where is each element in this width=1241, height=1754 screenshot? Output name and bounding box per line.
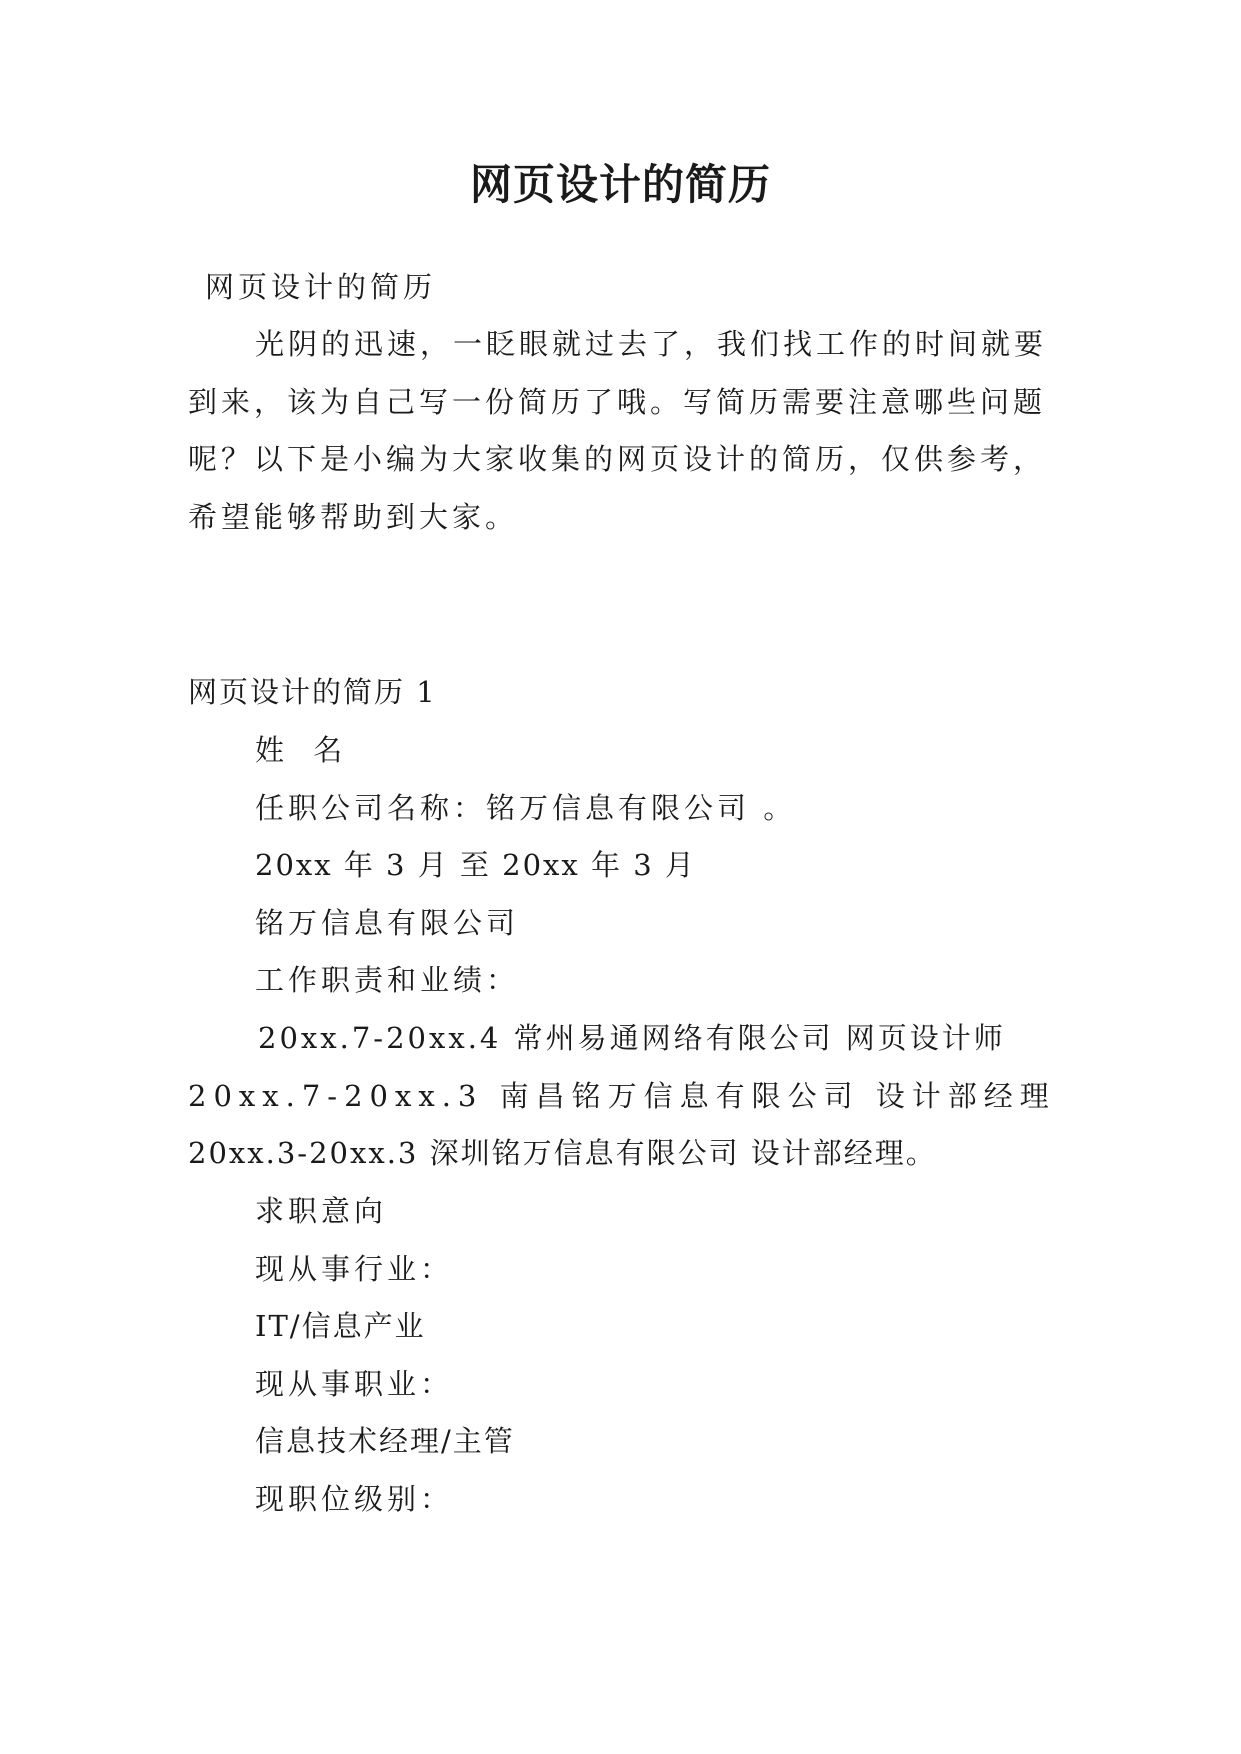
intro-line-4: 希望能够帮助到大家。 [188, 500, 519, 534]
intro-line-3: 呢？以下是小编为大家收集的网页设计的简历，仅供参考， [188, 442, 1047, 476]
company-name-line: 任职公司名称：铭万信息有限公司 。 [255, 791, 797, 825]
section-heading: 网页设计的简历 1 [188, 675, 437, 709]
intro-line-2: 到来，该为自己写一份简历了哦。写简历需要注意哪些问题 [188, 385, 1047, 419]
period-line: 20xx 年 3 月 至 20xx 年 3 月 [255, 848, 696, 882]
occupation-value: 信息技术经理/主管 [255, 1424, 515, 1458]
industry-label: 现从事行业： [255, 1252, 454, 1286]
experience-line-1: 20xx.7-20xx.4 常州易通网络有限公司 网页设计师 [258, 1021, 1006, 1055]
level-label: 现职位级别： [255, 1482, 454, 1516]
duties-label: 工作职责和业绩： [255, 963, 520, 997]
document-subtitle: 网页设计的简历 [205, 270, 437, 304]
name-label: 姓 名 [255, 733, 353, 767]
experience-line-3: 20xx.3-20xx.3 深圳铭万信息有限公司 设计部经理。 [188, 1136, 937, 1170]
occupation-label: 现从事职业： [255, 1367, 454, 1401]
document-title: 网页设计的简历 [469, 160, 771, 209]
job-intent-heading: 求职意向 [255, 1194, 388, 1228]
intro-line-1: 光阴的迅速，一眨眼就过去了，我们找工作的时间就要 [255, 327, 1048, 361]
experience-line-2: 20xx.7-20xx.3 南昌铭万信息有限公司 设计部经理 [188, 1079, 1056, 1113]
company-line: 铭万信息有限公司 [255, 906, 520, 940]
industry-value: IT/信息产业 [255, 1309, 426, 1343]
